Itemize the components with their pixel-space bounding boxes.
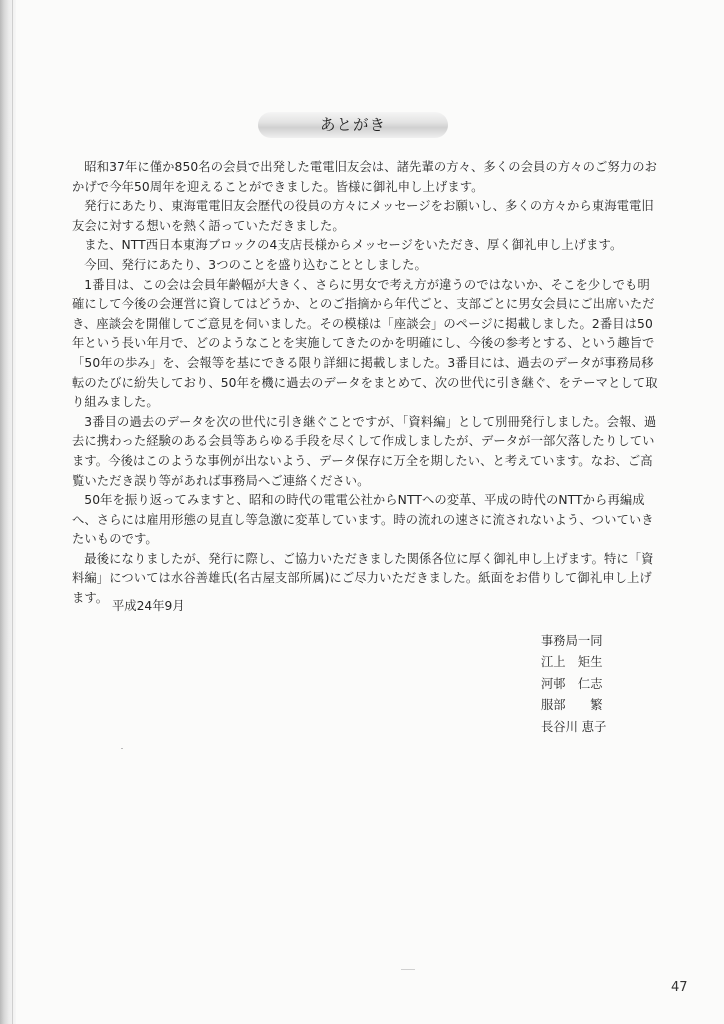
- paragraph-2: 発行にあたり、東海電電旧友会歴代の役員の方々にメッセージをお願いし、多くの方々から東海電電旧友会に対する想いを熱く語っていただきました。: [72, 199, 654, 233]
- page-binding-shadow: [0, 0, 16, 1024]
- paragraph-5: 1番目は、この会は会員年齢幅が大きく、さらに男女で考え方が違うのではないか、そこを少しでも明確にして今後の会運営に資してはどうか、とのご指摘から年代ごと、支部ごとに男女会員にご出席いただき、座談会を開催してご意見を伺いました。その模様は「座談会」のページに掲載しました。2番目は50年という長い年月で、どのようなことを実施してきたのかを明確にし、今後の参考とする、という趣旨で「50年の歩み」を、会報等を基にできる限り詳細に掲載しました。3番目には、過去のデータが事務局移転のたびに紛失しており、50年を機に過去のデータをまとめて、次の世代に引き継ぐ、をテーマとして取り組みました。: [72, 277, 658, 410]
- signature-office: 事務局一同: [541, 634, 603, 648]
- paragraph-6: 3番目の過去のデータを次の世代に引き継ぐことですが、「資料編」として別冊発行しました。会報、過去に携わった経験のある会員等あらゆる手段を尽くして作成しましたが、データが一部欠落したりしています。今後はこのような事例が出ないよう、データ保存に万全を期したい、と考えています。なお、ご高覧いただき誤り等があれば事務局へご連絡ください。: [72, 414, 657, 488]
- page-number: 47: [671, 980, 688, 995]
- paragraph-8: 最後になりましたが、発行に際し、ご協力いただきました関係各位に厚く御礼申し上げます。特に「資料編」については水谷善雄氏(名古屋支部所属)にご尽力いただきました。紙面をお借りして御礼申し上げます。: [72, 551, 654, 606]
- signature-name: 江上 矩生: [541, 655, 603, 670]
- publication-date: 平成24年9月: [112, 599, 185, 613]
- page-title: あとがき: [319, 116, 386, 134]
- afterword-body: [72, 158, 662, 609]
- paragraph-4: 今回、発行にあたり、3つのことを盛り込むこととしました。: [84, 257, 427, 272]
- paragraph-7: 50年を振り返ってみますと、昭和の時代の電電公社からNTTへの変革、平成の時代のNTTから再編成へ、さらには雇用形態の見直し等急激に変革しています。時の流れの速さに流されないよう、ついていきたいものです。: [72, 493, 654, 547]
- scan-speck: [401, 969, 415, 970]
- signature-name: 河邨 仁志: [541, 676, 603, 691]
- signature-name: 長谷川 恵子: [541, 719, 607, 734]
- scan-speck: [121, 748, 123, 749]
- signature-name: 服部 繁: [541, 698, 603, 713]
- paragraph-1: 昭和37年に僅か850名の会員で出発した電電旧友会は、諸先輩の方々、多くの会員の方々のご努力のおかげで今年50周年を迎えることができました。皆様に御礼申し上げます。: [72, 160, 657, 194]
- page-binding-line: [12, 0, 13, 1024]
- paragraph-3: また、NTT西日本東海ブロックの4支店長様からメッセージをいただき、厚く御礼申し上げます。: [84, 238, 623, 253]
- signature-block: [541, 631, 631, 738]
